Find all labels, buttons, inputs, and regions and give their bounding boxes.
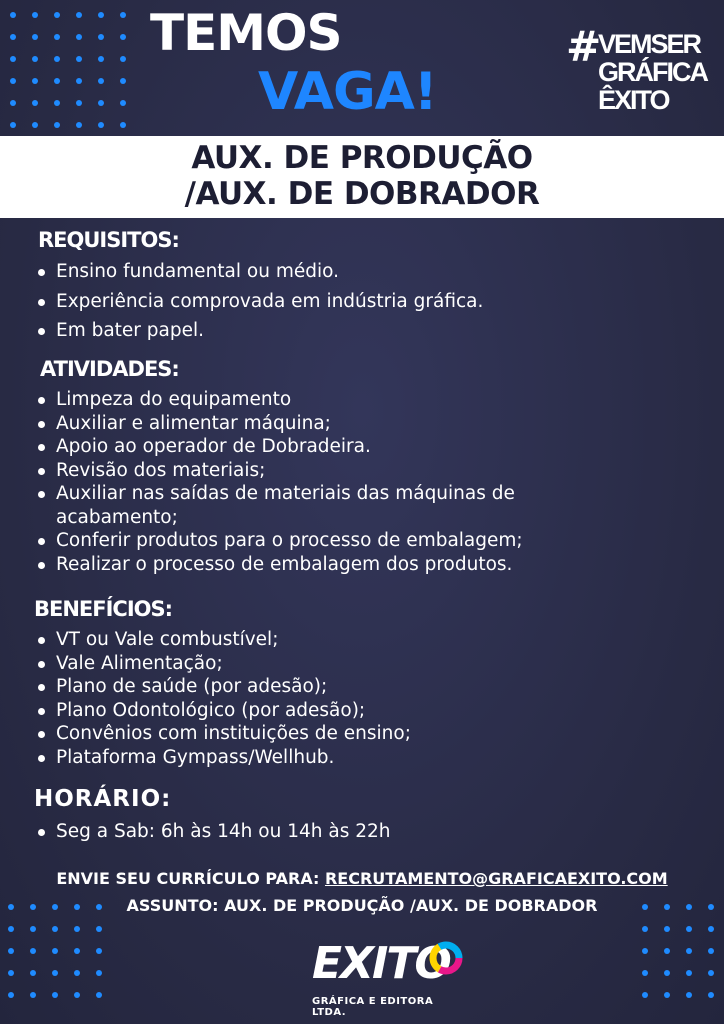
job-title-band (0, 136, 724, 218)
decor-dot (30, 970, 36, 976)
decor-dot (120, 100, 126, 106)
list-item: Auxiliar nas saídas de materiais das máquinas de acabamento; (36, 482, 616, 529)
decor-dot (76, 12, 82, 18)
decor-dot (664, 926, 670, 932)
decor-dot (76, 56, 82, 62)
logo-wordmark: EXITO (312, 938, 450, 989)
decor-dot (708, 948, 714, 954)
horario-list (36, 820, 390, 844)
decor-dot (664, 970, 670, 976)
decor-dot (30, 992, 36, 998)
beneficios-heading: BENEFÍCIOS: (34, 597, 173, 621)
list-item: Apoio ao operador de Dobradeira. (36, 435, 616, 459)
requisitos-heading: REQUISITOS: (38, 228, 179, 252)
beneficios-list (36, 628, 411, 769)
logo-color-ring-icon (428, 940, 464, 976)
contact-prefix: ENVIE SEU CURRÍCULO PARA: (56, 869, 320, 888)
decor-dot (120, 12, 126, 18)
email-link[interactable]: RECRUTAMENTO@GRAFICAEXITO.COM (324, 869, 668, 888)
decor-dot (52, 926, 58, 932)
decor-dot (32, 56, 38, 62)
decor-dot (10, 100, 16, 106)
decor-dot (32, 78, 38, 84)
decor-dot (54, 122, 60, 128)
decor-dot (76, 34, 82, 40)
decor-dot (642, 992, 648, 998)
list-item: Seg a Sab: 6h às 14h ou 14h às 22h (36, 820, 390, 844)
hashtag-line-1: VEMSER (598, 29, 701, 59)
requisitos-list (36, 260, 483, 343)
list-item: Experiência comprovada em indústria gráfica. (36, 290, 483, 314)
decor-dot (686, 970, 692, 976)
horario-heading: HORÁRIO: (34, 786, 172, 812)
decor-dot (54, 56, 60, 62)
decor-dot (74, 948, 80, 954)
decor-dot (686, 992, 692, 998)
dots-top-left (0, 0, 145, 135)
decor-dot (32, 34, 38, 40)
logo-subtitle: GRÁFICA E EDITORA LTDA. (312, 996, 434, 1018)
contact-line (0, 869, 724, 888)
atividades-heading: ATIVIDADES: (40, 357, 179, 381)
decor-dot (32, 122, 38, 128)
decor-dot (54, 34, 60, 40)
list-item: VT ou Vale combustível; (36, 628, 411, 652)
decor-dot (30, 948, 36, 954)
decor-dot (664, 948, 670, 954)
list-item: Ensino fundamental ou médio. (36, 260, 483, 284)
decor-dot (120, 122, 126, 128)
decor-dot (54, 78, 60, 84)
decor-dot (664, 992, 670, 998)
decor-dot (52, 970, 58, 976)
list-item: Plataforma Gympass/Wellhub. (36, 746, 411, 770)
decor-dot (98, 34, 104, 40)
decor-dot (708, 926, 714, 932)
decor-dot (76, 100, 82, 106)
decor-dot (10, 122, 16, 128)
decor-dot (52, 948, 58, 954)
decor-dot (76, 122, 82, 128)
decor-dot (54, 100, 60, 106)
atividades-list (36, 388, 616, 576)
decor-dot (74, 926, 80, 932)
decor-dot (708, 992, 714, 998)
decor-dot (96, 948, 102, 954)
decor-dot (10, 12, 16, 18)
decor-dot (8, 970, 14, 976)
decor-dot (98, 12, 104, 18)
decor-dot (54, 12, 60, 18)
decor-dot (642, 926, 648, 932)
decor-dot (120, 34, 126, 40)
decor-dot (32, 12, 38, 18)
decor-dot (74, 992, 80, 998)
exito-logo (300, 936, 470, 1016)
decor-dot (52, 992, 58, 998)
list-item: Conferir produtos para o processo de embalagem; (36, 529, 616, 553)
contact-subject: ASSUNTO: AUX. DE PRODUÇÃO /AUX. DE DOBRADOR (126, 896, 598, 915)
job-title-line-2: /AUX. DE DOBRADOR (184, 176, 540, 212)
hashtag-symbol: # (566, 22, 602, 71)
list-item: Convênios com instituições de ensino; (36, 722, 411, 746)
list-item: Em bater papel. (36, 319, 483, 343)
decor-dot (74, 970, 80, 976)
list-item: Plano de saúde (por adesão); (36, 675, 411, 699)
decor-dot (8, 926, 14, 932)
decor-dot (96, 926, 102, 932)
decor-dot (98, 122, 104, 128)
list-item: Plano Odontológico (por adesão); (36, 699, 411, 723)
decor-dot (642, 970, 648, 976)
list-item: Realizar o processo de embalagem dos produtos. (36, 553, 616, 577)
decor-dot (120, 56, 126, 62)
decor-dot (8, 992, 14, 998)
decor-dot (120, 78, 126, 84)
headline-temos: TEMOS (150, 4, 342, 62)
decor-dot (96, 970, 102, 976)
decor-dot (8, 948, 14, 954)
decor-dot (98, 78, 104, 84)
list-item: Vale Alimentação; (36, 652, 411, 676)
decor-dot (76, 78, 82, 84)
decor-dot (642, 948, 648, 954)
decor-dot (10, 78, 16, 84)
job-title-line-1: AUX. DE PRODUÇÃO (191, 140, 533, 176)
decor-dot (686, 948, 692, 954)
decor-dot (32, 100, 38, 106)
decor-dot (96, 992, 102, 998)
decor-dot (98, 100, 104, 106)
decor-dot (30, 926, 36, 932)
hashtag-line-2: GRÁFICA (598, 57, 707, 87)
list-item: Limpeza do equipamento (36, 388, 616, 412)
headline-vaga: VAGA! (258, 62, 437, 122)
list-item: Auxiliar e alimentar máquina; (36, 412, 616, 436)
decor-dot (98, 56, 104, 62)
decor-dot (686, 926, 692, 932)
decor-dot (10, 34, 16, 40)
hashtag-line-3: ÊXITO (598, 85, 669, 115)
decor-dot (708, 970, 714, 976)
decor-dot (10, 56, 16, 62)
list-item: Revisão dos materiais; (36, 459, 616, 483)
